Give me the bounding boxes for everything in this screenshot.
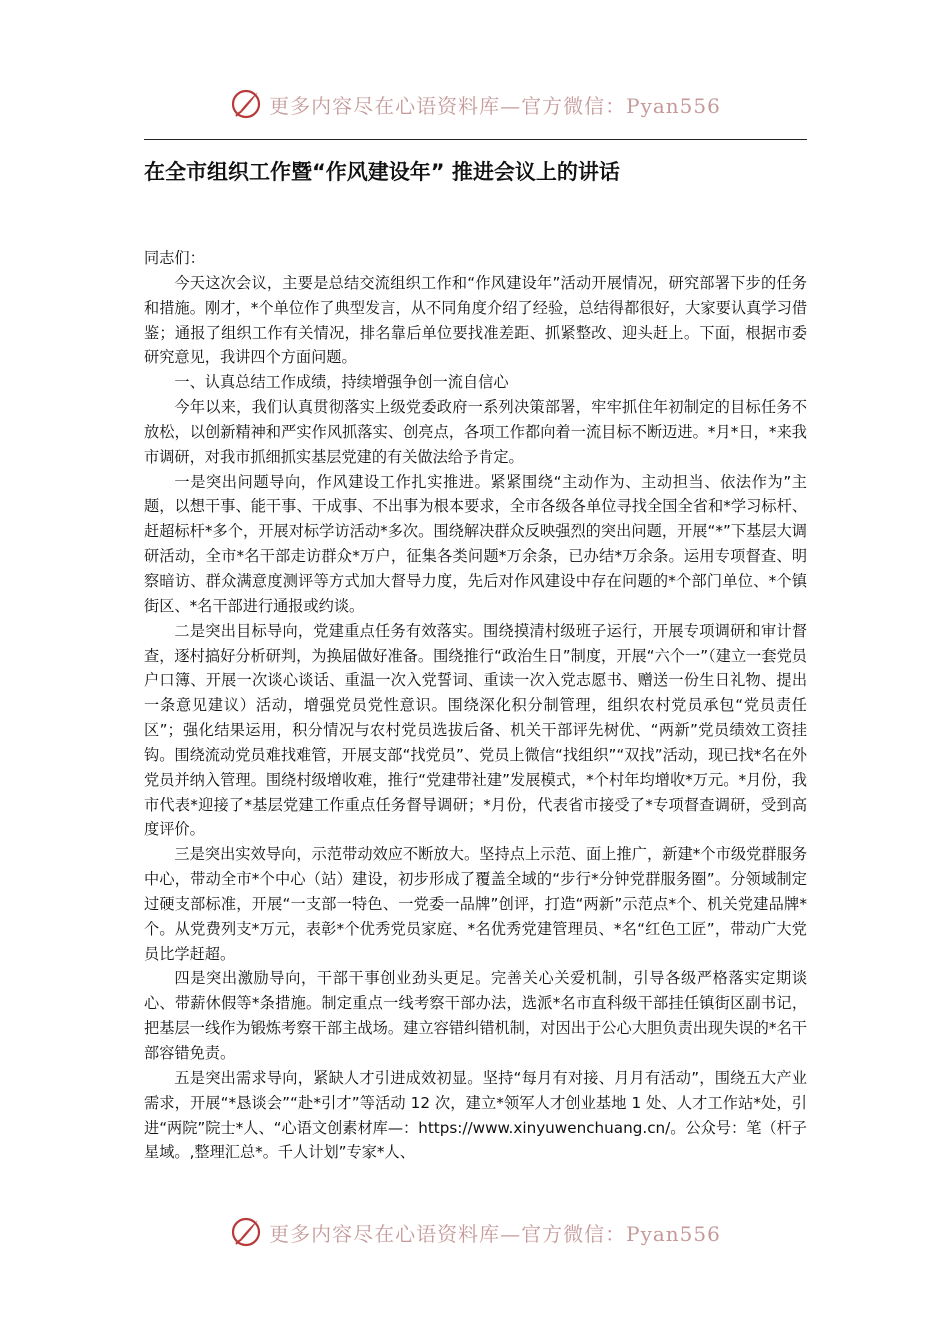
section-heading: 一、认真总结工作成绩，持续增强争创一流自信心 [174, 373, 509, 392]
paragraph: 四是突出激励导向，干部干事创业劲头更足。完善关心关爱机制，引导各级严格落实定期谈心、带薪休假等*条措施。制定重点一线考察干部办法，选派*名市直科级干部挂任镇街区副书记，把基层一线作为锻炼考察干部主战场。建立容错纠错机制，对因出于公心大胆负责出现失误的*名干部容错免责。 [144, 969, 807, 1062]
salutation: 同志们： [144, 249, 205, 267]
paragraph: 今年以来，我们认真贯彻落实上级党委政府一系列决策部署，牢牢抓住年初制定的目标任务不放松，以创新精神和严实作风抓落实、创亮点，各项工作都向着一流目标不断迈进。*月*日，*来我市调研，对我市抓细抓实基层党建的有关做法给予肯定。 [144, 398, 807, 466]
paragraph: 一是突出问题导向，作风建设工作扎实推进。紧紧围绕“主动作为、主动担当、依法作为”主题，以想干事、能干事、干成事、不出事为根本要求，全市各级各单位寻找全国全省和*学习标杆、赶超标杆*多个，开展对标学访活动*多次。围绕解决群众反映强烈的突出问题，开展“*”下基层大调研活动，全市*名干部走访群众*万户，征集各类问题*万余条，已办结*万余条。运用专项督查、明察暗访、群众满意度测评等方式加大督导力度，先后对作风建设中存在问题的*个部门单位、*个镇街区、*名干部进行通报或约谈。 [144, 472, 807, 615]
quill-seal-icon [229, 1215, 263, 1249]
header-banner-text: 更多内容尽在心语资料库—官方微信：Pyan556 [269, 93, 721, 118]
header-banner [0, 84, 950, 124]
title-divider [144, 139, 807, 140]
footer-banner-text: 更多内容尽在心语资料库—官方微信：Pyan556 [269, 1221, 721, 1246]
footer-banner [0, 1212, 950, 1252]
paragraph: 五是突出需求导向，紧缺人才引进成效初显。坚持“每月有对接、月月有活动”，围绕五大产业需求，开展“*恳谈会”“赴*引才”等活动 12 次，建立*领军人才创业基地 1 处、人才工作站*处，引进“两院”院士*人、“心语文创素材库—：https://www.xinyuwenchuang.cn/。公众号：笔（杆子星域。,整理汇总*。千人计划”专家*人、 [144, 1068, 807, 1162]
paragraph: 今天这次会议，主要是总结交流组织工作和“作风建设年”活动开展情况，研究部署下步的任务和措施。刚才，*个单位作了典型发言，从不同角度介绍了经验，总结得都很好，大家要认真学习借鉴；通报了组织工作有关情况，排名靠后单位要找准差距、抓紧整改、迎头赶上。下面，根据市委研究意见，我讲四个方面问题。 [144, 273, 807, 367]
paragraph: 二是突出目标导向，党建重点任务有效落实。围绕摸清村级班子运行，开展专项调研和审计督查，逐村搞好分析研判，为换届做好准备。围绕推行“政治生日”制度，开展“六个一”（建立一套党员户口簿、开展一次谈心谈话、重温一次入党誓词、重读一次入党志愿书、赠送一份生日礼物、提出一条意见建议）活动，增强党员党性意识。围绕深化积分制管理，组织农村党员承包“党员责任区”；强化结果运用，积分情况与农村党员选拔后备、机关干部评先树优、“两新”党员绩效工资挂钩。围绕流动党员难找难管，开展支部“找党员”、党员上微信“找组织”“双找”活动，现已找*名在外党员并纳入管理。围绕村级增收难，推行“党建带社建”发展模式，*个村年均增收*万元。*月份，我市代表*迎接了*基层党建工作重点任务督导调研；*月份，代表省市接受了*专项督查调研，受到高度评价。 [144, 621, 807, 839]
paragraph: 三是突出实效导向，示范带动效应不断放大。坚持点上示范、面上推广，新建*个市级党群服务中心，带动全市*个中心（站）建设，初步形成了覆盖全域的“步行*分钟党群服务圈”。分领域制定过硬支部标准，开展“一支部一特色、一党委一品牌”创评，打造“两新”示范点*个、机关党建品牌*个。从党费列支*万元，表彰*个优秀党员家庭、*名优秀党建管理员、*名“红色工匠”，带动广大党员比学赶超。 [144, 845, 807, 963]
document-body [144, 246, 807, 1165]
quill-seal-icon [229, 87, 263, 121]
page-title: 在全市组织工作暨“作风建设年” 推进会议上的讲话 [144, 160, 620, 184]
